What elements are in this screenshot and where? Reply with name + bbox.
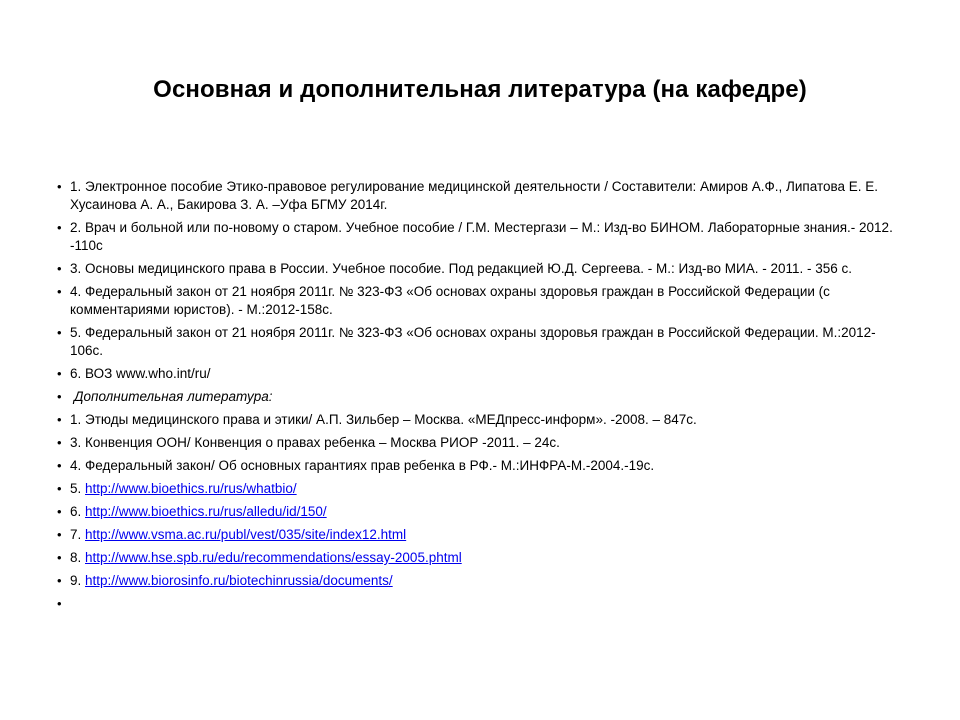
reference-link[interactable]: http://www.bioethics.ru/rus/alledu/id/150/ — [85, 504, 327, 519]
bullet-icon: • — [57, 481, 62, 496]
reference-link[interactable]: http://www.vsma.ac.ru/publ/vest/035/site/index12.html — [85, 527, 407, 542]
item-text: 4. Федеральный закон/ Об основных гарантиях прав ребенка в РФ.- М.:ИНФРА-М.-2004.-19с. — [70, 458, 655, 473]
list-item — [54, 324, 904, 360]
bullet-icon: • — [57, 596, 62, 611]
list-item — [54, 365, 904, 383]
item-text: 3. Конвенция ООН/ Конвенция о правах ребенка – Москва РИОР -2011. – 24с. — [70, 435, 560, 450]
bullet-icon: • — [57, 284, 62, 299]
reference-list — [54, 178, 904, 611]
page-title: Основная и дополнительная литература (на кафедре) — [153, 76, 807, 103]
item-text: 1. Этюды медицинского права и этики/ А.П. Зильбер – Москва. «МЕДпресс-информ». -2008. – 847с. — [70, 412, 697, 427]
item-text: 6. ВОЗ www.who.int/ru/ — [70, 366, 211, 381]
list-item — [54, 283, 904, 319]
bullet-icon: • — [57, 325, 62, 340]
list-item-link — [54, 480, 904, 498]
bullet-icon: • — [57, 550, 62, 565]
list-item-link — [54, 526, 904, 544]
list-item-link — [54, 503, 904, 521]
bullet-icon: • — [57, 573, 62, 588]
list-item — [54, 219, 904, 255]
bullet-icon: • — [57, 504, 62, 519]
bullet-icon: • — [57, 458, 62, 473]
list-item — [54, 434, 904, 452]
bullet-icon: • — [57, 435, 62, 450]
list-item-link — [54, 549, 904, 567]
item-text: 4. Федеральный закон от 21 ноября 2011г. № 323-ФЗ «Об основах охраны здоровья граждан в Российской Федерации (с комментариями юристов). - М.:2012-158с. — [70, 284, 830, 317]
bullet-icon: • — [57, 366, 62, 381]
bullet-icon: • — [57, 261, 62, 276]
item-text: 2. Врач и больной или по-новому о старом. Учебное пособие / Г.М. Местергази – М.: Изд-во БИНОМ. Лабораторные знания.- 2012. -110с — [70, 220, 893, 253]
list-item — [54, 457, 904, 475]
list-item — [54, 260, 904, 278]
item-prefix: 5. — [70, 481, 86, 496]
bullet-icon: • — [57, 389, 62, 404]
item-prefix: 7. — [70, 527, 86, 542]
item-prefix: 6. — [70, 504, 86, 519]
bullet-icon: • — [57, 527, 62, 542]
reference-link[interactable]: http://www.biorosinfo.ru/biotechinrussia/documents/ — [85, 573, 393, 588]
reference-link[interactable]: http://www.bioethics.ru/rus/whatbio/ — [85, 481, 297, 496]
bullet-icon: • — [57, 412, 62, 427]
reference-link[interactable]: http://www.hse.spb.ru/edu/recommendations/essay-2005.phtml — [85, 550, 462, 565]
list-item — [54, 411, 904, 429]
item-text: 3. Основы медицинского права в России. Учебное пособие. Под редакцией Ю.Д. Сергеева. - М.: Изд-во МИА. - 2011. - 356 с. — [70, 261, 852, 276]
list-item-link — [54, 572, 904, 590]
list-item — [54, 178, 904, 214]
item-prefix: 8. — [70, 550, 86, 565]
bullet-icon: • — [57, 220, 62, 235]
list-item-subheading — [54, 388, 904, 406]
item-prefix: 9. — [70, 573, 86, 588]
item-text: 1. Электронное пособие Этико-правовое регулирование медицинской деятельности / Составители: Амиров А.Ф., Липатова Е. Е. Хусаинова А. А., Бакирова З. А. –Уфа БГМУ 2014г. — [70, 179, 879, 212]
bullet-icon: • — [57, 179, 62, 194]
item-text: 5. Федеральный закон от 21 ноября 2011г. № 323-ФЗ «Об основах охраны здоровья граждан в Российской Федерации. М.:2012-106с. — [70, 325, 876, 358]
subheading-text: Дополнительная литература: — [74, 389, 273, 404]
